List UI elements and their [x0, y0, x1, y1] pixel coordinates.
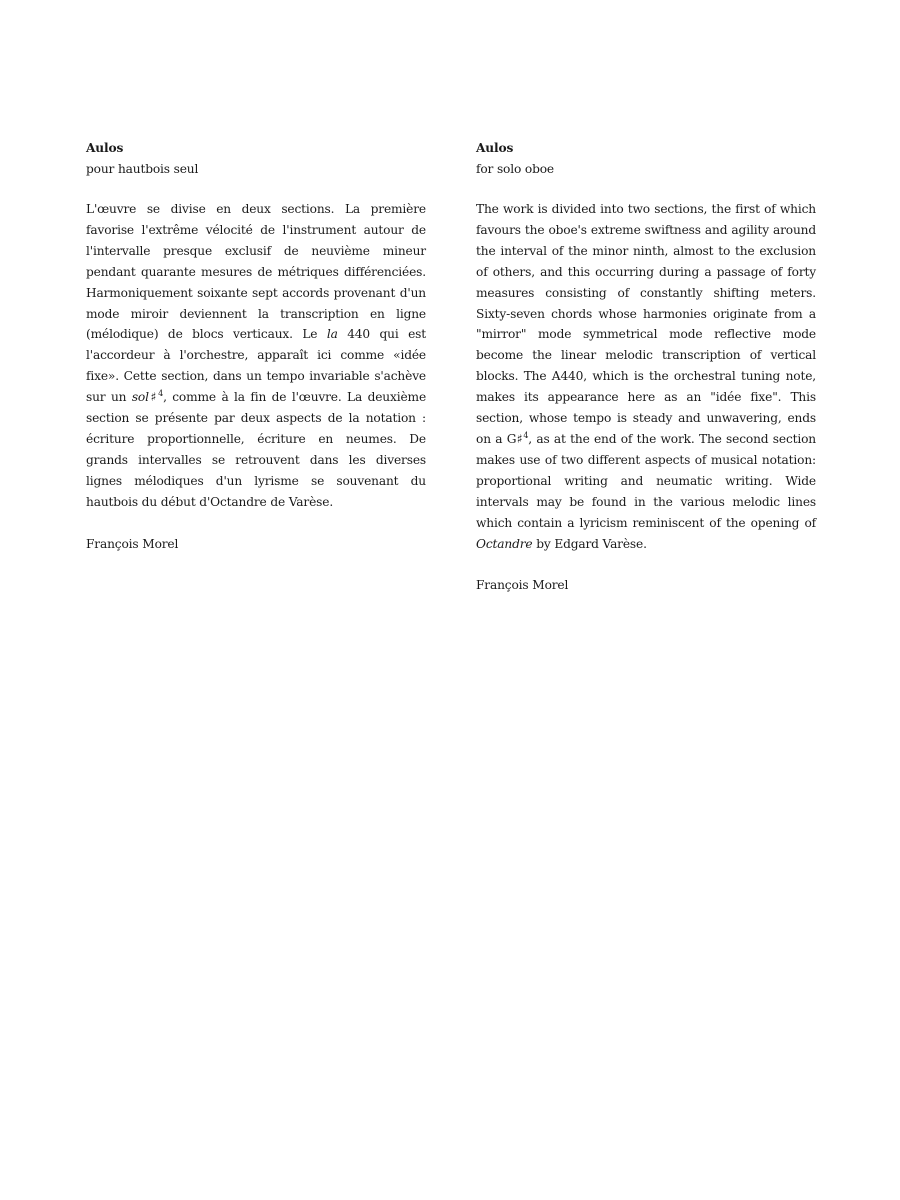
english-body-gsharp-octave: 4 — [523, 430, 529, 440]
french-body-la: la — [326, 327, 338, 342]
french-title: Aulos — [86, 141, 124, 155]
english-body-part: The work is divided into two sections, the first of which favours the oboe's extreme swiftness and agility around the interval of the minor ninth, almost to the exclusion of others, and this occurring during a passage of forty measures consisting of constantly shifting meters. Sixty-seven chords whose harmonies originate from a "mirror" mode symmetrical mode reflective mode become the linear melodic transcription of vertical blocks. The A440, which is the orchestral tuning note, makes its appearance here as an "idée fixe". This section, whose tempo is steady and unwavering, ends on a — [476, 202, 816, 446]
french-signature: François Morel — [86, 536, 179, 551]
french-subtitle: pour hautbois seul — [86, 162, 199, 176]
english-signature: François Morel — [476, 578, 569, 593]
english-subtitle: for solo oboe — [476, 162, 554, 176]
french-body-part: , comme à la fin de l'œuvre. La deuxième section se présente par deux aspects de la notation : écriture proportionnelle, écriture en neumes. De grands intervalles se retrouvent dans les diverses lignes mélodiques d'un lyrisme se souvenant du hautbois du début d'Octandre de Varèse. — [86, 390, 427, 509]
french-column — [86, 140, 426, 555]
english-body-part: by Edgard Varèse. — [532, 536, 647, 551]
english-body-gsharp: G♯ — [506, 431, 524, 446]
english-body-octandre: Octandre — [476, 536, 533, 551]
english-body — [476, 199, 816, 554]
french-body-sol: sol♯ — [131, 390, 159, 405]
english-title: Aulos — [476, 141, 514, 155]
french-body-part: 440 qui est l'accordeur à l'orchestre, apparaît ici comme «idée fixe». Cette section, dans un tempo invariable s'achève sur un — [86, 327, 426, 405]
english-column — [476, 140, 816, 596]
english-body-part: , as at the end of the work. The second section makes use of two different aspects of musical notation: proportional writing and neumatic writing. Wide intervals may be found in the various melodic lines which contain a lyricism reminiscent of the opening of — [476, 431, 817, 530]
french-body — [86, 199, 426, 513]
french-body-part: L'œuvre se divise en deux sections. La première favorise l'extrême vélocité de l'instrument autour de l'intervalle presque exclusif de neuvième mineur pendant quarante mesures de métriques différenciées. Harmoniquement soixante sept accords provenant d'un mode miroir deviennent la transcription en ligne (mélodique) de blocs verticaux. Le — [86, 202, 426, 342]
french-body-sol-octave: 4 — [158, 389, 164, 399]
